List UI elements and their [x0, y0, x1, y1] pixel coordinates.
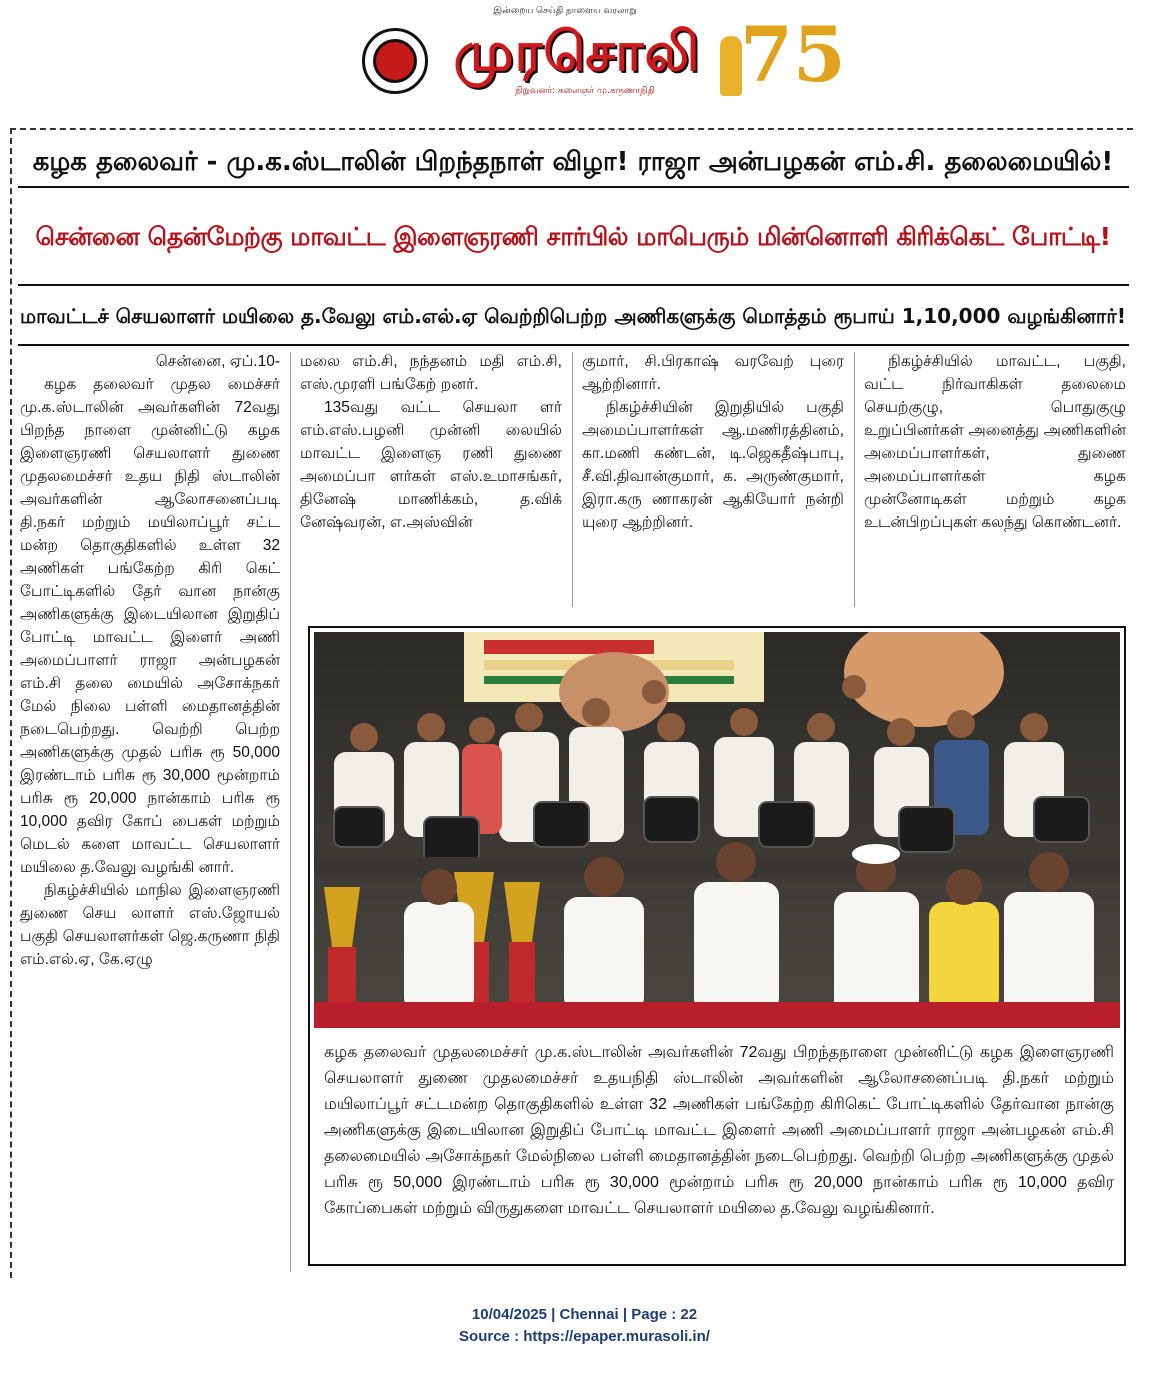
- anniversary-number: 75: [740, 10, 846, 99]
- body-paragraph: கழக தலைவர் முதல மைச்சர் மு.க.ஸ்டாலின் அவர்களின் 72வது பிறந்த நாளை முன்னிட்டு கழக இளைஞரணி செயலாளர் துணை முதலமைச்சர் உதய நிதி ஸ்டாலின் அவர்களின் ஆலோசனைப்படி தி.நகர் மற்றும் மயிலாப்பூர் சட்ட மன்ற தொகுதிகளில் உள்ள 32 அணிகள் பங்கேற்ற கிரி கெட் போட்டிகளில் தேர் வான நான்கு அணிகளுக்கு இடையிலான இறுதிப் போட்டி மாவட்ட இளைர் அணி அமைப்பாளர் ராஜா அன்பழகன் எம்.சி தலை மையில் அசோக்நகர் மேல் நிலை பள்ளி மைதானத்தின் நடைபெற்றது. வெற்றி பெற்ற அணிகளுக்கு முதல் பரிசு ரூ 50,000 இரண்டாம் பரிசு ரூ 30,000 மூன்றாம் பரிசு ரூ 20,000 நான்காம் பரிசு ரூ 10,000 தவிர கோப் பைகள் மற்றும் மெடல் களை மாவட்ட செயலாளர் மயிலை த.வேலு வழங்கி னார்.: [20, 376, 280, 876]
- body-paragraph: நிகழ்ச்சியின் இறுதியில் பகுதி அமைப்பாளர்கள் ஆ.மணிரத்தினம், கா.மணி கண்டன், டி.ஜெகதீஷ்பாபு, சீ.வி.திவான்குமார், க. அருண்குமார், இரா.கரு ணாகரன் ஆகியோர் நன்றி யுரை ஆற்றினர்.: [582, 399, 844, 531]
- body-paragraph: குமார், சி.பிரகாஷ் வரவேற் புரை ஆற்றினார்.: [582, 353, 844, 393]
- page-footer-date: 10/04/2025 | Chennai | Page : 22: [471, 1306, 698, 1323]
- photo-caption: கழக தலைவர் முதலமைச்சர் மு.க.ஸ்டாலின் அவர்களின் 72வது பிறந்தநாளை முன்னிட்டு கழக இளைஞரணி செயலாளர் துணை முதலமைச்சர் உதயநிதி ஸ்டாலின் அவர்களின் ஆலோசனைப்படி தி.நகர் மற்றும் மயிலாப்பூர் சட்டமன்ற தொகுதிகளில் உள்ள 32 அணிகள் பங்கேற்ற கிரிகெட் போட்டிகளில் தேர்வான நான்கு அணிகளுக்கு இடையிலான இறுதிப் போட்டி மாவட்ட இளைர் அணி அமைப்பாளர் ராஜா அன்பழகன் எம்.சி தலைமையில் அசோக்நகர் மேல்நிலை பள்ளி மைதானத்தின் நடைபெற்றது. வெற்றி பெற்ற அணிகளுக்கு முதல் பரிசு ரூ 50,000 இரண்டாம் பரிசு ரூ 30,000 மூன்றாம் பரிசு ரூ 20,000 நான்காம் பரிசு ரூ 10,000 தவிர கோப்பைகள் மற்றும் விருதுகளை மாவட்ட செயலாளர் மயிலை த.வேலு வழங்கினார்.: [324, 1044, 1114, 1217]
- leader-figure-icon: [720, 36, 742, 96]
- photo-box: [308, 626, 1126, 1266]
- column-rule: [854, 352, 855, 607]
- article-frame-left: [10, 128, 12, 1278]
- body-paragraph: மலை எம்.சி, நந்தனம் மதி எம்.சி, எஸ்.முரளி பங்கேற் றனர்.: [300, 353, 562, 393]
- article-column-3: [582, 350, 844, 534]
- body-paragraph: 135வது வட்ட செயலா ளர் எம்.எஸ்.பழனி முன்னி லையில் மாவட்ட இளைஞ ரணி துணை அமைப்பா ளர்கள் எஸ்.உமாசங்கர், தினேஷ் மாணிக்கம், த.விக் னேஷ்வரன், எ.அஸ்வின்: [300, 399, 562, 531]
- article-column-4: [864, 350, 1126, 534]
- article-frame-top: [10, 128, 1133, 130]
- page-footer-source[interactable]: Source : https://epaper.murasoli.in/: [459, 1328, 710, 1345]
- article-column-2: [300, 350, 562, 534]
- article-kicker: கழக தலைவர் - மு.க.ஸ்டாலின் பிறந்தநாள் விழா! ராஜா அன்பழகன் எம்.சி. தலைமையில்!: [32, 147, 1114, 177]
- divider: [18, 344, 1129, 346]
- masthead-tagline: இன்றைய செய்தி நாளைய வரலாறு: [493, 6, 637, 16]
- brand-founder-line: நிறுவனர்: கலைஞர் மு.கருணாநிதி: [515, 86, 655, 96]
- newspaper-brand: முரசொலி: [453, 20, 701, 83]
- article-subhead: மாவட்டச் செயலாளர் மயிலை த.வேலு எம்.எல்.ஏ வெற்றிபெற்ற அணிகளுக்கு மொத்தம் ரூபாய் 1,10,000 வழங்கினார்!: [20, 304, 1126, 328]
- event-photo-illustration: [314, 632, 1120, 1028]
- body-paragraph: நிகழ்ச்சியில் மாவட்ட, பகுதி, வட்ட நிர்வாகிகள் தலைமை செயற்குழு, பொதுகுழு உறுப்பினர்கள் அனைத்து அணிகளின் அமைப்பாளர்கள், துணை அமைப்பாளர்கள் கழக முன்னோடிகள் மற்றும் கழக உடன்பிறப்புகள் கலந்து கொண்டனர்.: [864, 353, 1126, 531]
- article-headline: சென்னை தென்மேற்கு மாவட்ட இளைஞரணி சார்பில் மாபெரும் மின்னொளி கிரிக்கெட் போட்டி!: [35, 222, 1111, 251]
- dateline: சென்னை, ஏப்.10-: [155, 353, 280, 370]
- divider: [18, 284, 1129, 286]
- masthead: [360, 6, 846, 106]
- column-rule: [290, 352, 291, 1272]
- party-seal-logo: [362, 28, 428, 94]
- event-photo: [314, 632, 1120, 1028]
- article-column-1: [20, 350, 280, 971]
- anniversary-emblem: [720, 10, 846, 100]
- column-rule: [572, 352, 573, 607]
- body-paragraph: நிகழ்ச்சியில் மாநில இளைஞரணி துணை செய லாளர் எஸ்.ஜோயல் பகுதி செயலாளர்கள் ஜெ.கருணா நிதி எம்.எல்.ஏ, கே.ஏழு: [20, 882, 280, 968]
- divider: [18, 186, 1129, 188]
